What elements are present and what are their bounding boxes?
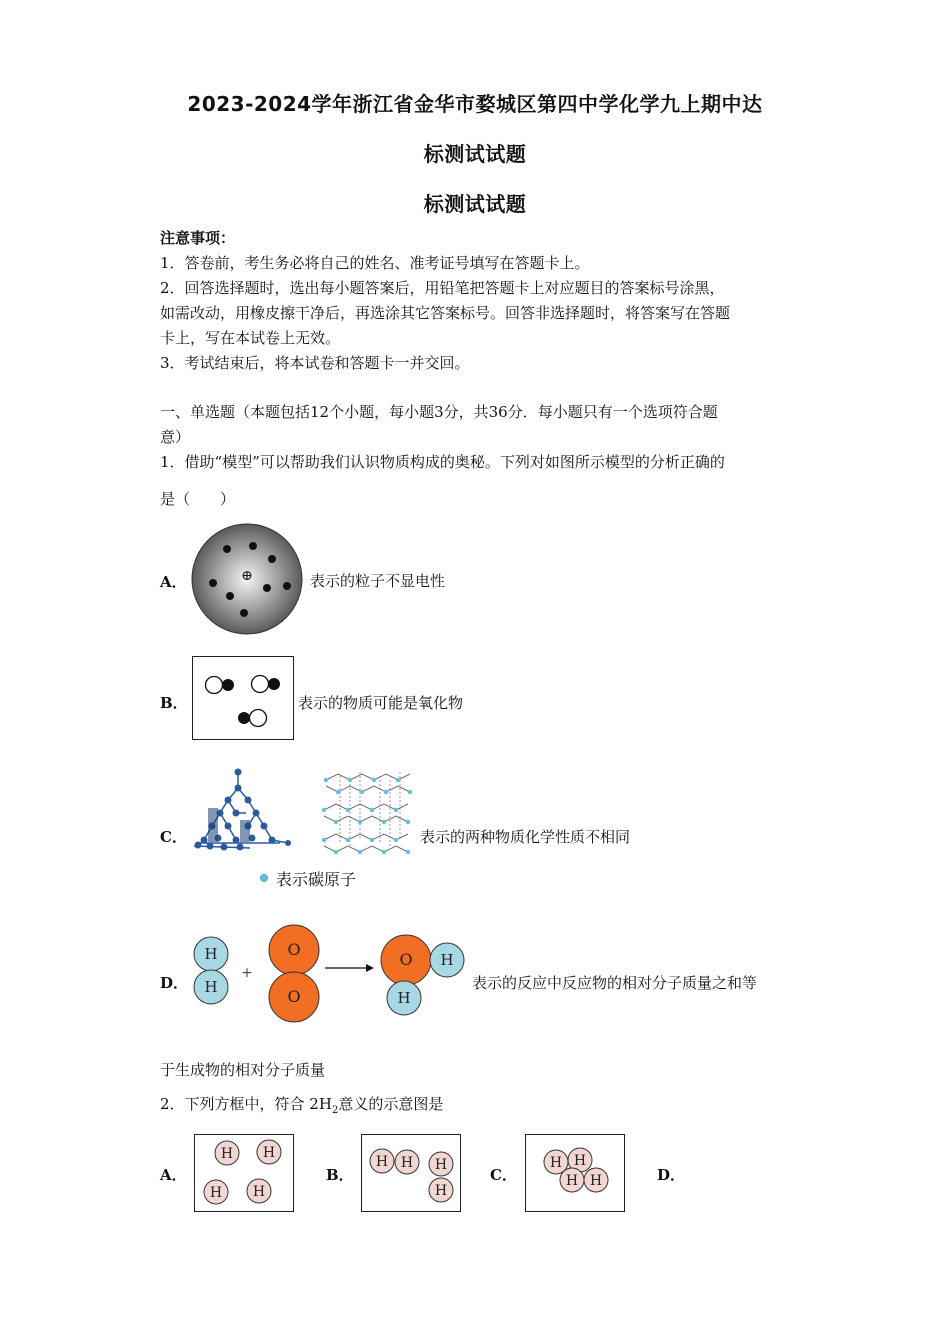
q2-diagram-a bbox=[195, 1135, 293, 1211]
page-subtitle: 标测试试题 bbox=[423, 192, 527, 216]
section-heading-cont: 意） bbox=[160, 428, 191, 446]
h-atom-label: H bbox=[434, 1183, 448, 1199]
h-atom-label: H bbox=[549, 1155, 563, 1171]
q1-option-a-label: A． bbox=[160, 573, 187, 591]
q2-stem bbox=[160, 1092, 443, 1123]
h-atom-label: H bbox=[397, 989, 411, 1007]
diamond-structure-figure bbox=[190, 768, 300, 853]
arrow-icon bbox=[366, 964, 374, 972]
q2-option-c-label: C． bbox=[490, 1166, 517, 1184]
q1-option-c-label: C． bbox=[160, 828, 187, 846]
q2-stem-subscript: 2 bbox=[331, 1105, 339, 1116]
h-atom-label: H bbox=[573, 1153, 587, 1169]
q1-option-d-label: D． bbox=[160, 974, 189, 992]
plus-sign: + bbox=[241, 965, 253, 981]
graphite-structure-figure bbox=[320, 766, 416, 858]
q2-box-c bbox=[525, 1134, 625, 1212]
notice-item-2c: 卡上，写在本试卷上无效。 bbox=[160, 329, 341, 347]
o-atom-label: O bbox=[287, 987, 301, 1006]
h-atom-label: H bbox=[220, 1146, 234, 1162]
section-heading: 一、单选题（本题包括12个小题，每小题3分，共36分．每小题只有一个选项符合题 bbox=[160, 403, 718, 421]
q1-stem-cont: 是（ ） bbox=[160, 490, 236, 508]
h-atom-label: H bbox=[400, 1155, 414, 1171]
q1-option-b-label: B． bbox=[160, 694, 188, 712]
h-atom-label: H bbox=[565, 1173, 579, 1189]
q1-option-d-text-cont: 于生成物的相对分子质量 bbox=[160, 1061, 326, 1079]
h-atom-label: H bbox=[440, 951, 454, 969]
h-atom-label: H bbox=[252, 1184, 266, 1200]
q2-stem-end: 意义的示意图是 bbox=[338, 1095, 444, 1113]
h-atom-label: H bbox=[204, 945, 218, 963]
q2-option-a-label: A． bbox=[160, 1166, 187, 1184]
page-title-line2: 标测试试题 bbox=[423, 142, 527, 166]
notice-heading: 注意事项： bbox=[160, 229, 236, 247]
h-atom-label: H bbox=[589, 1173, 603, 1189]
q1-option-a-text: 表示的粒子不显电性 bbox=[310, 572, 446, 590]
h-atom-label: H bbox=[434, 1157, 448, 1173]
q1-stem: 1．借助“模型”可以帮助我们认识物质构成的奥秘。下列对如图所示模型的分析正确的 bbox=[160, 453, 725, 471]
h-atom-label: H bbox=[209, 1185, 223, 1201]
atom-model-figure bbox=[190, 522, 306, 638]
carbon-atom-icon bbox=[258, 872, 270, 884]
h-atom-label: H bbox=[262, 1145, 276, 1161]
q2-box-a bbox=[194, 1134, 294, 1212]
nucleus-icon: ⊕ bbox=[241, 568, 253, 584]
notice-item-3: 3．考试结束后，将本试卷和答题卡一并交回。 bbox=[160, 354, 470, 372]
q1-option-b-text: 表示的物质可能是氧化物 bbox=[298, 694, 464, 712]
h-atom-label: H bbox=[375, 1154, 389, 1170]
q1-option-d-text: 表示的反应中反应物的相对分子质量之和等 bbox=[472, 974, 758, 992]
h-atom-label: H bbox=[204, 978, 218, 996]
o-atom-label: O bbox=[399, 950, 413, 969]
q2-diagram-b bbox=[362, 1135, 460, 1211]
page-title: 2023-2024学年浙江省金华市婺城区第四中学化学九上期中达 bbox=[187, 92, 763, 116]
notice-item-2a: 2．回答选择题时，选出每小题答案后，用铅笔把答题卡上对应题目的答案标号涂黑， bbox=[160, 279, 725, 297]
notice-item-2b: 如需改动，用橡皮擦干净后，再选涂其它答案标号。回答非选择题时，将答案写在答题 bbox=[160, 304, 731, 322]
molecule-box-b bbox=[192, 656, 294, 740]
q2-box-b bbox=[361, 1134, 461, 1212]
carbon-legend-text: 表示碳原子 bbox=[276, 870, 357, 889]
reaction-diagram bbox=[190, 924, 480, 1024]
notice-item-1: 1．答卷前，考生务必将自己的姓名、准考证号填写在答题卡上。 bbox=[160, 254, 590, 272]
q2-option-d-label: D． bbox=[657, 1166, 686, 1184]
o-atom-label: O bbox=[287, 940, 301, 959]
q2-option-b-label: B． bbox=[326, 1166, 354, 1184]
molecule-diagram bbox=[193, 657, 293, 739]
q2-stem-text: 2．下列方框中，符合 2H bbox=[160, 1095, 332, 1113]
q1-option-c-text: 表示的两种物质化学性质不相同 bbox=[420, 828, 631, 846]
q2-diagram-c bbox=[526, 1135, 624, 1211]
